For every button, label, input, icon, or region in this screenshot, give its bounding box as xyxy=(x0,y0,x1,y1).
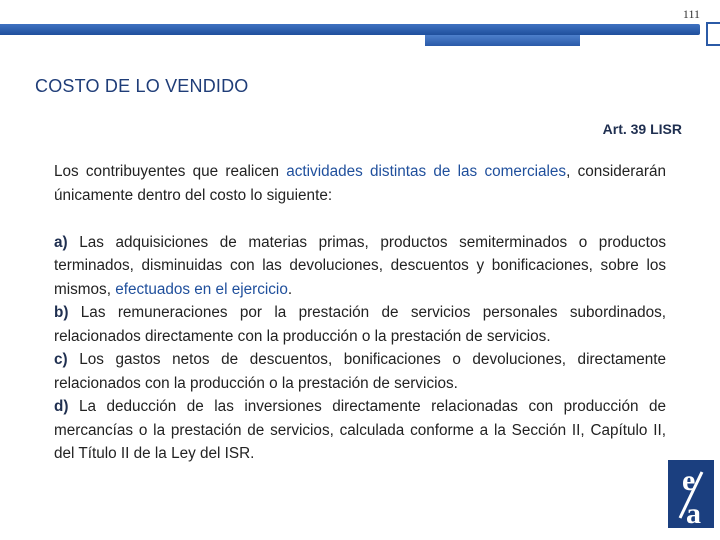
intro-text-start: Los contribuyentes que realicen xyxy=(54,163,287,180)
page-title: COSTO DE LO VENDIDO xyxy=(35,76,249,96)
header-bar-accent xyxy=(425,35,580,46)
item-a-text-end: . xyxy=(287,280,293,298)
item-a-highlight: efectuados en el ejercicio xyxy=(115,280,288,298)
article-reference: Art. 39 LISR xyxy=(602,121,682,137)
item-a-text-start: Las adquisiciones de materias primas, productos semiterminados o productos terminados, disminuidas con las devoluciones, descuentos y bonificaciones, sobre los mismos, xyxy=(54,233,666,298)
header-bar xyxy=(0,24,700,35)
page-number: 111 xyxy=(682,7,700,21)
logo-bottom-letter: a xyxy=(686,497,701,528)
list-item-c xyxy=(54,348,666,395)
header-band xyxy=(0,0,720,46)
list-item-b xyxy=(54,301,666,348)
list-item-a xyxy=(54,231,666,302)
item-label-c: c) xyxy=(54,351,68,368)
item-label-a: a) xyxy=(54,233,68,251)
item-d-text: La deducción de las inversiones directamente relacionadas con producción de mercancías o la prestación de servicios, calculada conforme a la Sección II, Capítulo II, del Título II de la Ley del ISR. xyxy=(54,398,666,462)
logo-top-letter: e xyxy=(682,464,696,497)
header-corner-box xyxy=(706,22,720,46)
intro-paragraph xyxy=(54,160,666,207)
item-b-text: Las remuneraciones por la prestación de servicios personales subordinados, relacionados directamente con la producción o la prestación de servicios. xyxy=(54,304,666,345)
item-label-b: b) xyxy=(54,304,69,321)
item-label-d: d) xyxy=(54,398,69,415)
content-body xyxy=(54,160,666,466)
intro-highlight: actividades distintas de las comerciales xyxy=(286,163,567,180)
list-item-d xyxy=(54,395,666,466)
item-c-text: Los gastos netos de descuentos, bonificaciones o devoluciones, directamente relacionados con la producción o la prestación de servicios. xyxy=(54,351,666,392)
e-a-logo-icon xyxy=(668,460,714,528)
intro-text-end: , considerarán únicamente dentro del costo lo siguiente: xyxy=(54,163,667,204)
